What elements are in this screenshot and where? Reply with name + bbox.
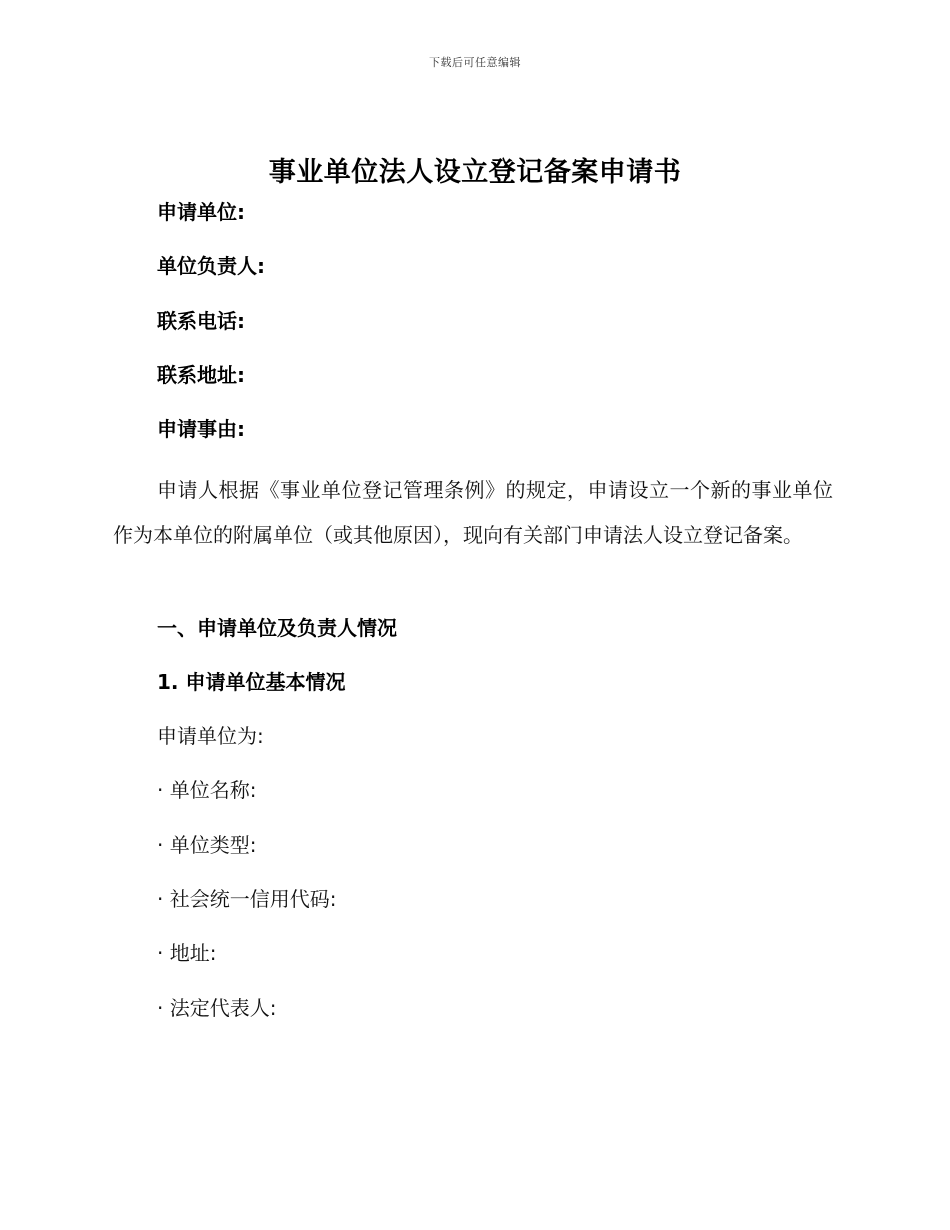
- field-head: 单位负责人:: [157, 254, 265, 278]
- field-reason: 申请事由:: [157, 417, 245, 441]
- field-applicant: 申请单位:: [157, 200, 245, 224]
- list-item: · 单位名称:: [157, 778, 257, 802]
- field-phone: 联系电话:: [157, 309, 245, 333]
- field-address: 联系地址:: [157, 363, 245, 387]
- section-intro: 申请单位为:: [157, 724, 264, 748]
- section-heading: 一、申请单位及负责人情况: [157, 616, 397, 640]
- list-item: · 地址:: [157, 941, 217, 965]
- body-paragraph: 申请人根据《事业单位登记管理条例》的规定，申请设立一个新的事业单位作为本单位的附属单位（或其他原因），现向有关部门申请法人设立登记备案。: [113, 478, 833, 547]
- header-note: 下载后可任意编辑: [429, 56, 521, 69]
- list-item: · 法定代表人:: [157, 996, 277, 1020]
- list-item: · 社会统一信用代码:: [157, 887, 337, 911]
- subsection-heading: 1. 申请单位基本情况: [157, 670, 346, 694]
- document-title: 事业单位法人设立登记备案申请书: [268, 157, 682, 188]
- list-item: · 单位类型:: [157, 833, 257, 857]
